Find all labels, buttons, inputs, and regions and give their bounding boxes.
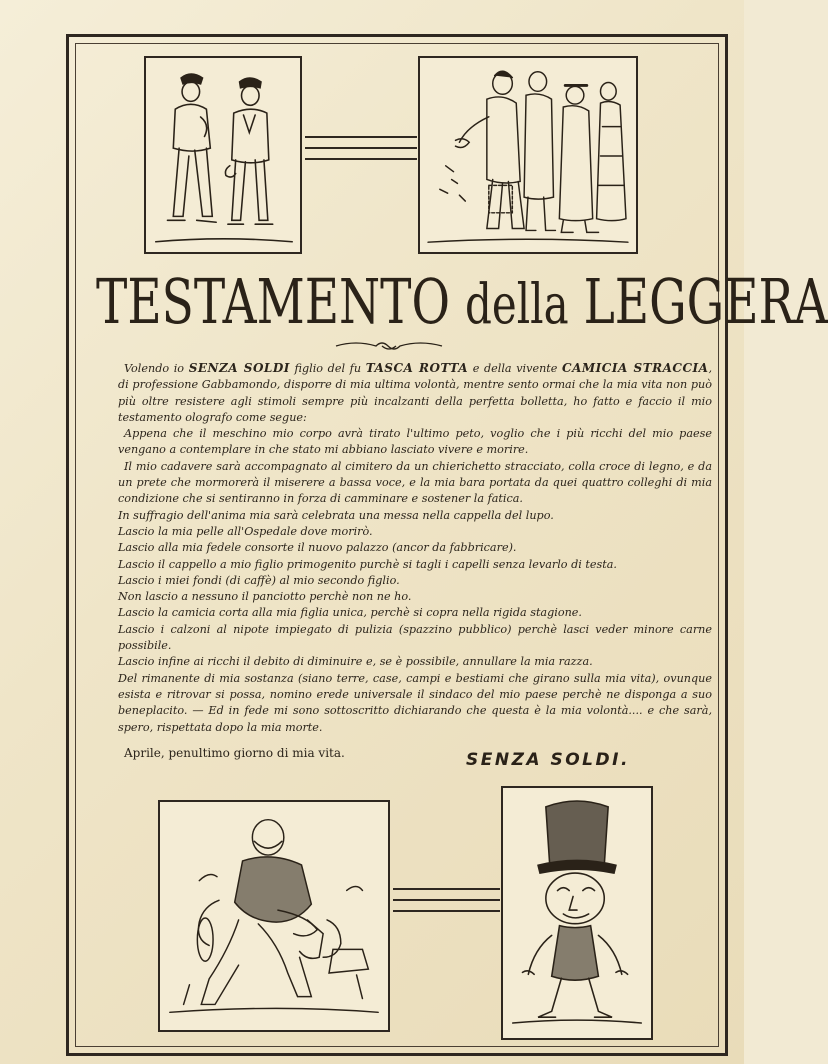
illustration-group [418,56,638,254]
date-line: Aprile, penultimo giorno di mia vita. [124,746,345,760]
two-men-drawing [146,58,300,252]
father-name: TASCA ROTTA [365,361,469,375]
testator-name: SENZA SOLDI [188,361,290,375]
mother-name: CAMICIA STRACCIA [562,361,709,375]
paragraph-funeral: Il mio cadavere sarà accompagnato al cimitero da un chierichetto stracciato, colla croce di legno, e da un prete che mormorerà il miserere a bassa voce, e la mia bara portata da quei quattro colleghi di mia condizione che si sentiranno in forza di camminare e sostener la fatica. [118,459,712,506]
title-della: della [464,271,569,336]
paragraph-intro [118,360,712,426]
title-leggera: LEGGERA [583,266,828,339]
paragraph-skin: Lascio la mia pelle all'Ospedale dove morirò. [118,524,373,538]
paragraph-body: Appena che il meschino mio corpo avrà tirato l'ultimo peto, voglio che i più ricchi del mio paese vengano a contemplare in che stato mi abbiano lasciato vivere e morire. [118,427,712,457]
bald-man-drawing [160,802,388,1030]
paragraph-trousers: Lascio i calzoni al nipote impiegato di pulizia (spazzino pubblico) perchè lasci veder minore carne possibile. [118,622,712,653]
testament-body [118,360,712,736]
connector-bars-top [305,136,417,169]
group-drawing [420,58,636,252]
illustration-caricature [501,786,653,1040]
intro-text-d: , di professione Gabbamondo, disporre di mia ultima volontà, mentre sento ormai che la mia vita non può più oltre resistere agli stimoli sempre più incalzanti della perfetta bolletta, ho fatto e faccio il mio testamento olografo come segue: [118,362,712,424]
flourish-ornament [334,338,444,354]
paragraph-shirt: Lascio la camicia corta alla mia figlia unica, perchè si copra nella rigida stagione. [118,606,582,620]
intro-text-a: Volendo io [124,362,189,375]
paragraph-debt: Lascio infine ai ricchi il debito di diminuire e, se è possibile, annullare la mia razza. [118,655,593,669]
paragraph-funds: Lascio i miei fondi (di caffè) al mio secondo figlio. [118,573,400,587]
paragraph-vest: Non lascio a nessuno il panciotto perchè non ne ho. [118,590,412,604]
caricature-drawing [503,788,651,1038]
document-title [96,266,828,339]
paragraph-palace: Lascio alla mia fedele consorte il nuovo palazzo (ancor da fabbricare). [118,541,517,555]
title-testamento: TESTAMENTO [96,266,451,339]
signature: SENZA SOLDI. [466,750,630,770]
illustration-bald-man [158,800,390,1032]
connector-bars-bottom [393,888,500,921]
intro-text-c: e della vivente [468,362,563,375]
illustration-two-men [144,56,302,254]
paragraph-mass: In suffragio dell'anima mia sarà celebrata una messa nella cappella del lupo. [118,508,554,522]
paragraph-hat: Lascio il cappello a mio figlio primogenito purchè si tagli i capelli senza levarlo di testa. [118,557,617,571]
paragraph-remainder: Del rimanente di mia sostanza (siano terre, case, campi e bestiami che girano sulla mia vita), ovunque esista e ritrovar si possa, nomino erede universale il sindaco del mio paese perchè ne disponga a suo beneplacito. — Ed in fede mi sono sottoscritto dichiarando che questa è la mia volontà.... e che sarà, spero, rispettata dopo la mia morte. [118,671,712,734]
intro-text-b: figlio del fu [289,362,366,375]
